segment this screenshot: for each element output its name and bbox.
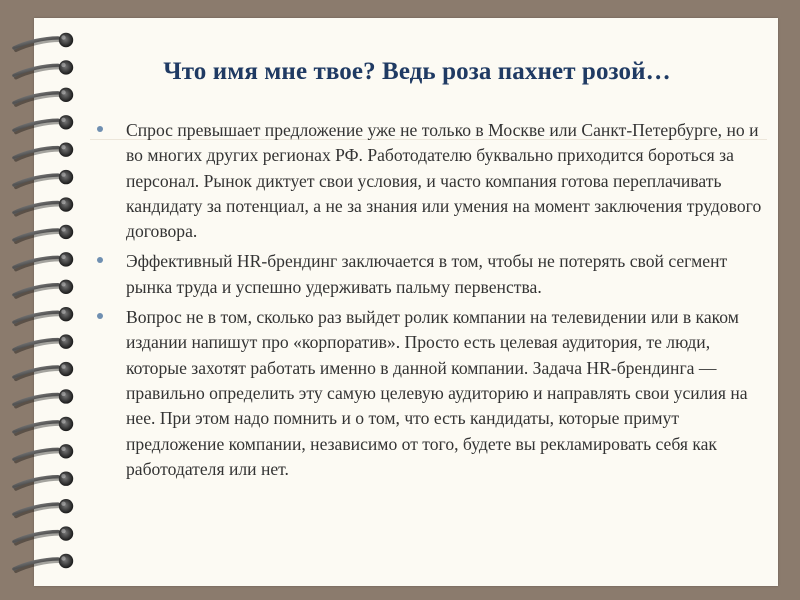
slide-title: Что имя мне твое? Ведь роза пахнет розой… [163,58,671,85]
bullet-text: Спрос превышает предложение уже не только в Москве или Санкт-Петербурге, но и во многих других регионах РФ. Работодателю буквально приходится бороться за персонал. Рынок диктует свои условия, и часто компания готова переплачивать кандидату за потенциал, а не за знания или умения на момент заключения трудового договора. [126,120,762,242]
bullet-dot-icon [97,257,103,263]
spiral-binding-icon [0,0,90,600]
bullet-list [92,118,767,487]
bullet-text: Эффективный HR-брендинг заключается в том, чтобы не потерять свой сегмент рынка труда и успешно удерживать пальму первенства. [126,251,728,297]
bullet-item [92,305,767,482]
bullet-item [92,118,767,244]
bullet-dot-icon [97,313,103,319]
bullet-dot-icon [97,126,103,132]
bullet-item [92,249,767,300]
bullet-text: Вопрос не в том, сколько раз выйдет ролик компании на телевидении или в каком издании напишут про «корпоратив». Просто есть целевая аудитория, те люди, которые захотят работать именно в данной компании. Задача HR-брендинга — правильно определить эту самую целевую аудиторию и направлять свои усилия на нее. При этом надо помнить и о том, что есть кандидаты, которые примут предложение компании, независимо от того, будете вы рекламировать себя как работодателя или нет. [126,307,748,479]
